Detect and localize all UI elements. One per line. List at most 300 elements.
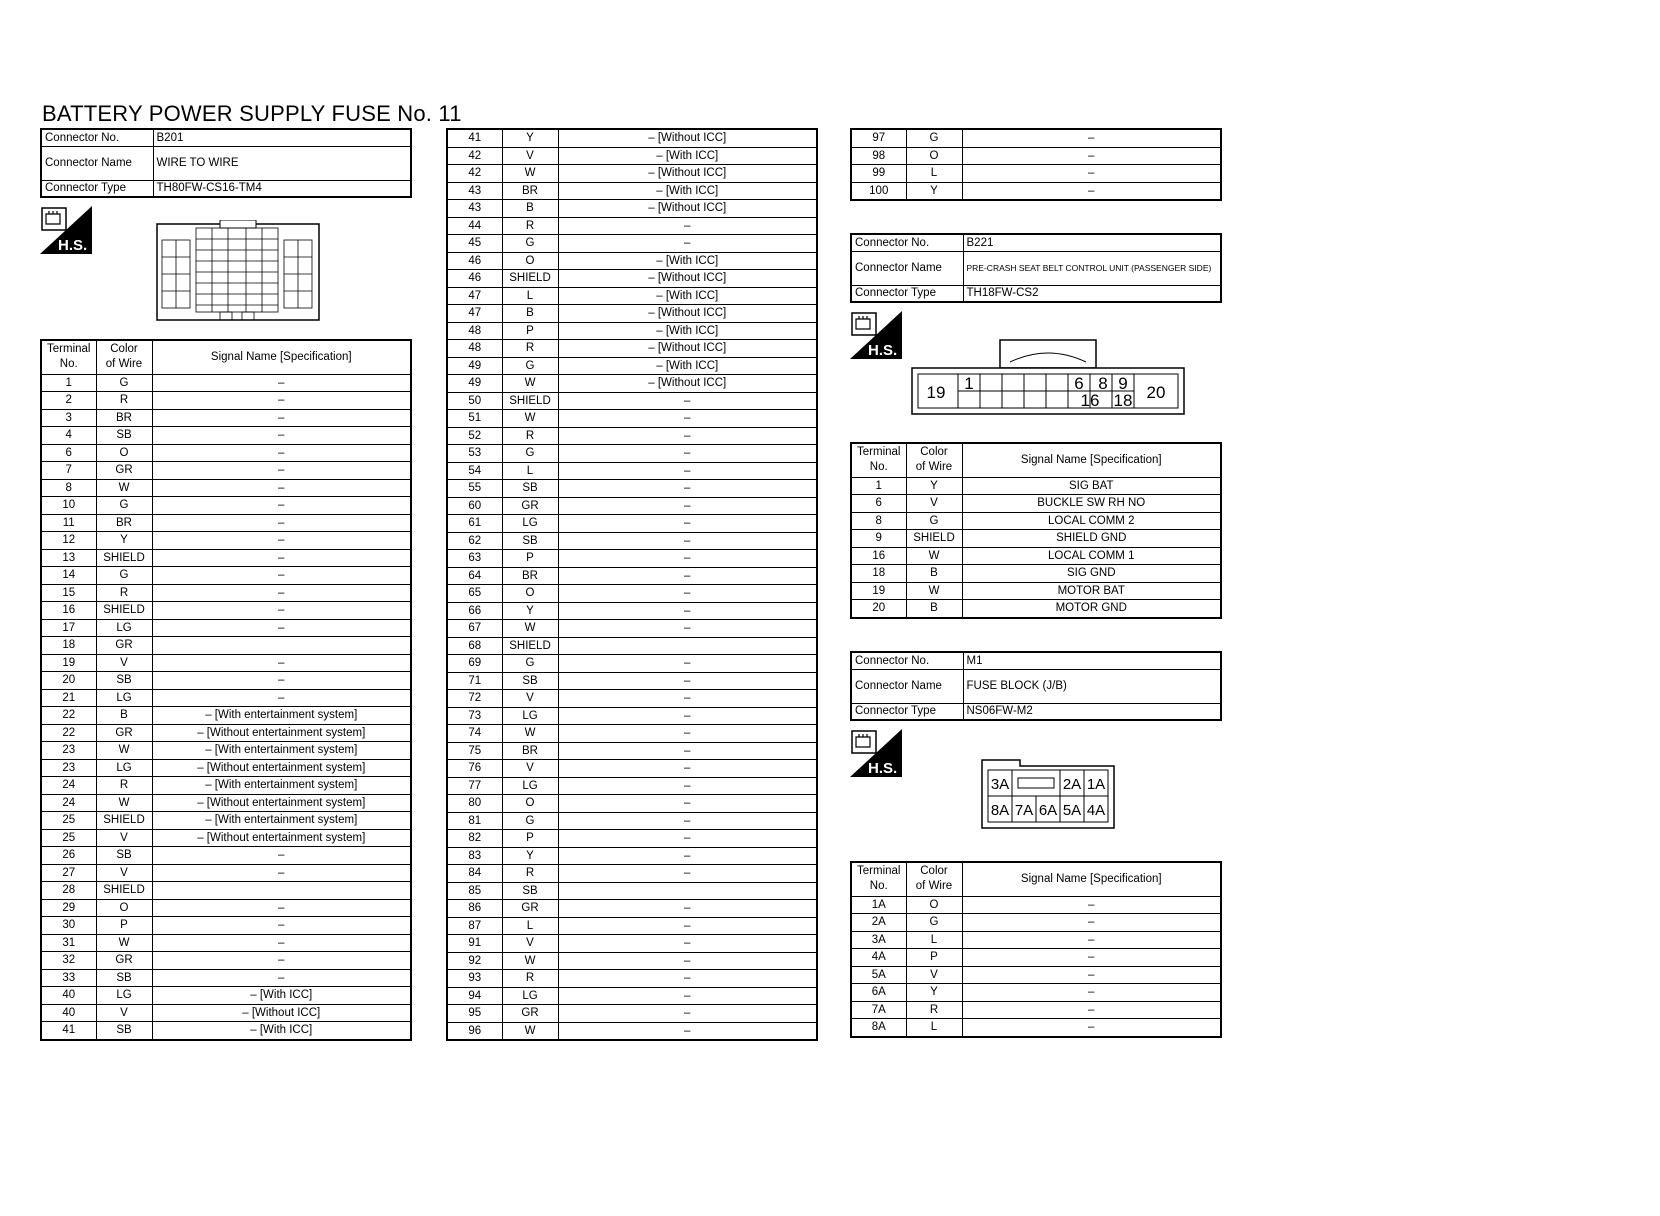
signal-name-cell: MOTOR GND [962,600,1221,618]
b201-terminal-table-2 [446,128,818,1041]
terminal-cell: 80 [447,795,502,813]
table-row [447,200,817,218]
table-row [447,987,817,1005]
table-row [447,585,817,603]
terminal-cell: 93 [447,970,502,988]
wire-color-cell: SHIELD [96,882,152,900]
table-row [447,182,817,200]
wire-color-cell: W [502,952,558,970]
table-row [447,900,817,918]
signal-name-cell: – [152,374,411,392]
wire-color-cell: SHIELD [502,637,558,655]
color-header: Color of Wire [906,862,962,896]
table-row [41,829,411,847]
table-row [851,165,1221,183]
table-row [447,847,817,865]
table-row [41,602,411,620]
signal-name-cell: – [152,654,411,672]
wire-color-cell: L [906,1019,962,1037]
wire-color-cell: R [906,1001,962,1019]
connector-name-value: PRE-CRASH SEAT BELT CONTROL UNIT (PASSENGER SIDE) [963,251,1221,285]
table-row [41,567,411,585]
connector-no-value: B201 [153,129,411,146]
terminal-cell: 73 [447,707,502,725]
table-row [41,479,411,497]
wire-color-cell: SHIELD [96,602,152,620]
b221-info-table [850,233,1222,303]
table-row [41,724,411,742]
terminal-cell: 7 [41,462,96,480]
signal-name-cell: – [962,147,1221,165]
signal-name-cell: – [Without ICC] [558,305,817,323]
terminal-cell: 52 [447,427,502,445]
connector-name-label: Connector Name [41,146,153,180]
wire-color-cell: GR [96,462,152,480]
table-row [447,742,817,760]
wire-color-cell: B [502,200,558,218]
wire-color-cell: L [502,917,558,935]
terminal-cell: 86 [447,900,502,918]
b221-pin-16: 16 [1080,391,1100,410]
b221-pin-1: 1 [964,374,974,393]
signal-name-cell: – [558,777,817,795]
table-row [447,375,817,393]
wire-color-cell: SB [96,672,152,690]
signal-name-cell: – [Without ICC] [558,129,817,147]
table-row [851,931,1221,949]
wire-color-cell: W [96,934,152,952]
wire-color-cell: W [502,375,558,393]
terminal-cell: 20 [41,672,96,690]
table-row [447,462,817,480]
table-row [41,934,411,952]
terminal-cell: 67 [447,620,502,638]
signal-name-cell: – [558,812,817,830]
terminal-cell: 19 [851,582,906,600]
terminal-cell: 92 [447,952,502,970]
wire-color-cell: Y [502,847,558,865]
wire-color-cell: GR [96,724,152,742]
signal-name-cell: – [558,795,817,813]
terminal-cell: 8 [851,512,906,530]
terminal-cell: 6A [851,984,906,1002]
wire-color-cell: SHIELD [906,530,962,548]
wire-color-cell: R [96,777,152,795]
table-row [447,637,817,655]
signal-name-cell: – [With ICC] [558,252,817,270]
table-row [41,882,411,900]
wire-color-cell: O [502,252,558,270]
terminal-cell: 22 [41,707,96,725]
terminal-cell: 85 [447,882,502,900]
wire-color-cell: V [96,1004,152,1022]
terminal-cell: 48 [447,340,502,358]
wire-color-cell: L [502,462,558,480]
wire-color-cell: R [96,392,152,410]
terminal-cell: 22 [41,724,96,742]
terminal-cell: 94 [447,987,502,1005]
connector-name-label: Connector Name [851,669,963,703]
terminal-cell: 25 [41,829,96,847]
table-row [447,217,817,235]
signal-name-cell: – [558,392,817,410]
terminal-cell: 21 [41,689,96,707]
terminal-cell: 100 [851,182,906,200]
connector-name-value: FUSE BLOCK (J/B) [963,669,1221,703]
signal-name-cell: – [962,1019,1221,1037]
terminal-cell: 23 [41,759,96,777]
table-row [41,584,411,602]
terminal-cell: 10 [41,497,96,515]
table-row [447,655,817,673]
signal-name-cell: – [152,952,411,970]
wire-color-cell: V [502,935,558,953]
b201-terminal-table-3 [850,128,1222,201]
signal-name-cell [558,882,817,900]
wire-color-cell: G [502,445,558,463]
terminal-cell: 46 [447,270,502,288]
wire-color-cell: R [96,584,152,602]
signal-name-cell: – [With entertainment system] [152,812,411,830]
terminal-cell: 4 [41,427,96,445]
table-row [41,969,411,987]
m1-pin-6a: 6A [1038,802,1058,819]
wire-color-cell: Y [502,129,558,147]
table-row [447,340,817,358]
table-row [447,305,817,323]
wire-color-cell: W [96,742,152,760]
b221-pin-9: 9 [1118,374,1128,393]
wire-color-cell: B [502,305,558,323]
terminal-cell: 28 [41,882,96,900]
table-row [41,1004,411,1022]
signal-name-cell: – [152,444,411,462]
wire-color-cell: W [906,582,962,600]
terminal-cell: 63 [447,550,502,568]
table-row [447,1022,817,1040]
wire-color-cell: V [96,654,152,672]
signal-name-cell: – [152,392,411,410]
terminal-cell: 43 [447,182,502,200]
table-row [41,847,411,865]
table-row [447,270,817,288]
wire-color-cell: W [502,1022,558,1040]
table-row [41,514,411,532]
m1-pin-4a: 4A [1086,802,1106,819]
m1-pin-3a: 3A [990,776,1010,793]
terminal-cell: 47 [447,305,502,323]
wire-color-cell: V [502,760,558,778]
table-row [851,495,1221,513]
terminal-cell: 19 [41,654,96,672]
terminal-cell: 43 [447,200,502,218]
signal-name-cell: – [558,480,817,498]
wire-color-cell: L [906,931,962,949]
signal-name-cell: – [With ICC] [558,357,817,375]
connector-name-label: Connector Name [851,251,963,285]
terminal-cell: 72 [447,690,502,708]
connector-no-label: Connector No. [41,129,153,146]
table-row [447,795,817,813]
wire-color-cell: BR [502,567,558,585]
terminal-cell: 18 [851,565,906,583]
terminal-cell: 87 [447,917,502,935]
signal-name-cell: – [558,462,817,480]
table-row [41,952,411,970]
harness-side-icon [40,206,92,254]
terminal-cell: 60 [447,497,502,515]
signal-name-cell: – [152,619,411,637]
signal-header: Signal Name [Specification] [962,443,1221,477]
terminal-cell: 50 [447,392,502,410]
table-row [447,935,817,953]
wire-color-cell: G [906,914,962,932]
wire-color-cell: G [502,235,558,253]
connector-type-label: Connector Type [41,180,153,197]
terminal-cell: 55 [447,480,502,498]
signal-name-cell: – [Without ICC] [152,1004,411,1022]
signal-name-cell: – [558,427,817,445]
wire-color-cell: B [906,565,962,583]
connector-type-label: Connector Type [851,703,963,720]
wire-color-cell: SB [96,969,152,987]
signal-name-cell: LOCAL COMM 2 [962,512,1221,530]
signal-name-cell: – [152,462,411,480]
wire-color-cell: V [96,829,152,847]
wire-color-cell: GR [502,497,558,515]
signal-name-cell: – [152,497,411,515]
table-row [41,987,411,1005]
table-row [447,550,817,568]
terminal-cell: 81 [447,812,502,830]
m1-pin-8a: 8A [990,802,1010,819]
table-row [851,1019,1221,1037]
wire-color-cell: W [502,410,558,428]
wire-color-cell: W [502,725,558,743]
table-row [447,970,817,988]
table-row [447,707,817,725]
connector-no-value: B221 [963,234,1221,251]
terminal-cell: 40 [41,987,96,1005]
terminal-cell: 29 [41,899,96,917]
terminal-cell: 25 [41,812,96,830]
terminal-cell: 23 [41,742,96,760]
m1-pin-7a: 7A [1014,802,1034,819]
wire-color-cell: B [96,707,152,725]
wire-color-cell: P [96,917,152,935]
table-row [41,1022,411,1040]
terminal-cell: 83 [447,847,502,865]
table-row [41,742,411,760]
signal-name-cell: – [152,969,411,987]
signal-name-cell: – [962,966,1221,984]
wire-color-cell: SB [502,672,558,690]
terminal-cell: 97 [851,129,906,147]
wire-color-cell: W [96,479,152,497]
wire-color-cell: SB [96,1022,152,1040]
signal-name-cell: – [962,949,1221,967]
signal-name-cell: – [558,830,817,848]
wire-color-cell: G [906,512,962,530]
b221-pin-20: 20 [1146,383,1166,402]
signal-name-cell: – [558,987,817,1005]
terminal-cell: 13 [41,549,96,567]
table-row [41,689,411,707]
table-row [851,914,1221,932]
table-row [447,165,817,183]
signal-name-cell: LOCAL COMM 1 [962,547,1221,565]
wire-color-cell: SB [502,532,558,550]
terminal-cell: 41 [41,1022,96,1040]
signal-name-cell: – [962,896,1221,914]
wire-color-cell: Y [96,532,152,550]
terminal-cell: 26 [41,847,96,865]
table-row [447,567,817,585]
terminal-cell: 30 [41,917,96,935]
table-row [851,984,1221,1002]
terminal-cell: 48 [447,322,502,340]
table-row [447,287,817,305]
wire-color-cell: W [96,794,152,812]
table-row [851,565,1221,583]
terminal-cell: 66 [447,602,502,620]
terminal-header: Terminal No. [851,443,906,477]
wire-color-cell: R [502,217,558,235]
table-row [41,864,411,882]
signal-name-cell: – [With ICC] [558,182,817,200]
wire-color-cell: SHIELD [502,392,558,410]
terminal-cell: 24 [41,794,96,812]
terminal-cell: 49 [447,375,502,393]
wire-color-cell: SB [96,847,152,865]
signal-name-cell: – [152,514,411,532]
m1-terminal-table [850,861,1222,1038]
wire-color-cell: P [906,949,962,967]
table-row [447,865,817,883]
wire-color-cell: P [502,550,558,568]
signal-name-cell: – [Without ICC] [558,270,817,288]
table-row [447,427,817,445]
wire-color-cell: V [906,495,962,513]
signal-name-cell: – [558,847,817,865]
signal-name-cell: – [962,182,1221,200]
signal-name-cell: – [558,567,817,585]
terminal-cell: 20 [851,600,906,618]
terminal-cell: 98 [851,147,906,165]
table-row [41,532,411,550]
table-row [447,777,817,795]
table-row [447,830,817,848]
b221-pin-8: 8 [1098,374,1108,393]
wire-color-cell: Y [906,984,962,1002]
signal-name-cell: – [558,1005,817,1023]
wire-color-cell: L [906,165,962,183]
table-row [41,462,411,480]
signal-name-cell: – [558,865,817,883]
signal-name-cell: – [558,672,817,690]
terminal-cell: 7A [851,1001,906,1019]
terminal-cell: 6 [41,444,96,462]
terminal-cell: 18 [41,637,96,655]
wire-color-cell: R [502,340,558,358]
connector-no-label: Connector No. [851,652,963,669]
table-row [447,602,817,620]
signal-name-cell: – [558,655,817,673]
signal-header: Signal Name [Specification] [152,340,411,374]
terminal-cell: 45 [447,235,502,253]
wire-color-cell: V [96,864,152,882]
table-row [851,949,1221,967]
wire-color-cell: O [96,899,152,917]
signal-name-cell: BUCKLE SW RH NO [962,495,1221,513]
wire-color-cell: GR [502,1005,558,1023]
signal-name-cell: – [558,970,817,988]
signal-name-cell: – [558,497,817,515]
terminal-cell: 15 [41,584,96,602]
signal-name-cell: – [152,409,411,427]
terminal-cell: 77 [447,777,502,795]
terminal-cell: 11 [41,514,96,532]
connector-no-value: M1 [963,652,1221,669]
signal-name-cell: – [152,917,411,935]
wire-color-cell: O [906,896,962,914]
signal-name-cell: – [558,585,817,603]
table-row [851,129,1221,147]
terminal-cell: 44 [447,217,502,235]
signal-name-cell: – [With entertainment system] [152,777,411,795]
signal-name-cell: – [152,689,411,707]
table-row [851,512,1221,530]
table-row [447,252,817,270]
terminal-cell: 82 [447,830,502,848]
table-row [447,760,817,778]
table-row [41,777,411,795]
signal-name-cell: – [Without entertainment system] [152,759,411,777]
terminal-cell: 8A [851,1019,906,1037]
wire-color-cell: LG [96,759,152,777]
terminal-cell: 65 [447,585,502,603]
signal-name-cell: – [558,742,817,760]
signal-name-cell: – [Without ICC] [558,375,817,393]
table-row [447,445,817,463]
terminal-cell: 14 [41,567,96,585]
connector-type-value: TH80FW-CS16-TM4 [153,180,411,197]
wire-color-cell: Y [906,477,962,495]
signal-name-cell: – [With ICC] [558,322,817,340]
table-row [447,497,817,515]
terminal-cell: 8 [41,479,96,497]
wire-color-cell: O [906,147,962,165]
terminal-cell: 68 [447,637,502,655]
svg-text:H.S.: H.S. [868,760,898,777]
b221-connector-diagram [910,338,1186,416]
wire-color-cell: BR [502,742,558,760]
terminal-cell: 2A [851,914,906,932]
table-row [447,1005,817,1023]
connector-no-label: Connector No. [851,234,963,251]
signal-name-cell: – [558,515,817,533]
m1-connector-diagram [980,758,1116,830]
terminal-cell: 17 [41,619,96,637]
connector-type-value: NS06FW-M2 [963,703,1221,720]
table-row [41,672,411,690]
signal-name-cell: – [558,725,817,743]
table-row [447,917,817,935]
signal-name-cell: – [152,567,411,585]
wire-color-cell: W [502,620,558,638]
table-row [851,966,1221,984]
wire-color-cell: BR [502,182,558,200]
